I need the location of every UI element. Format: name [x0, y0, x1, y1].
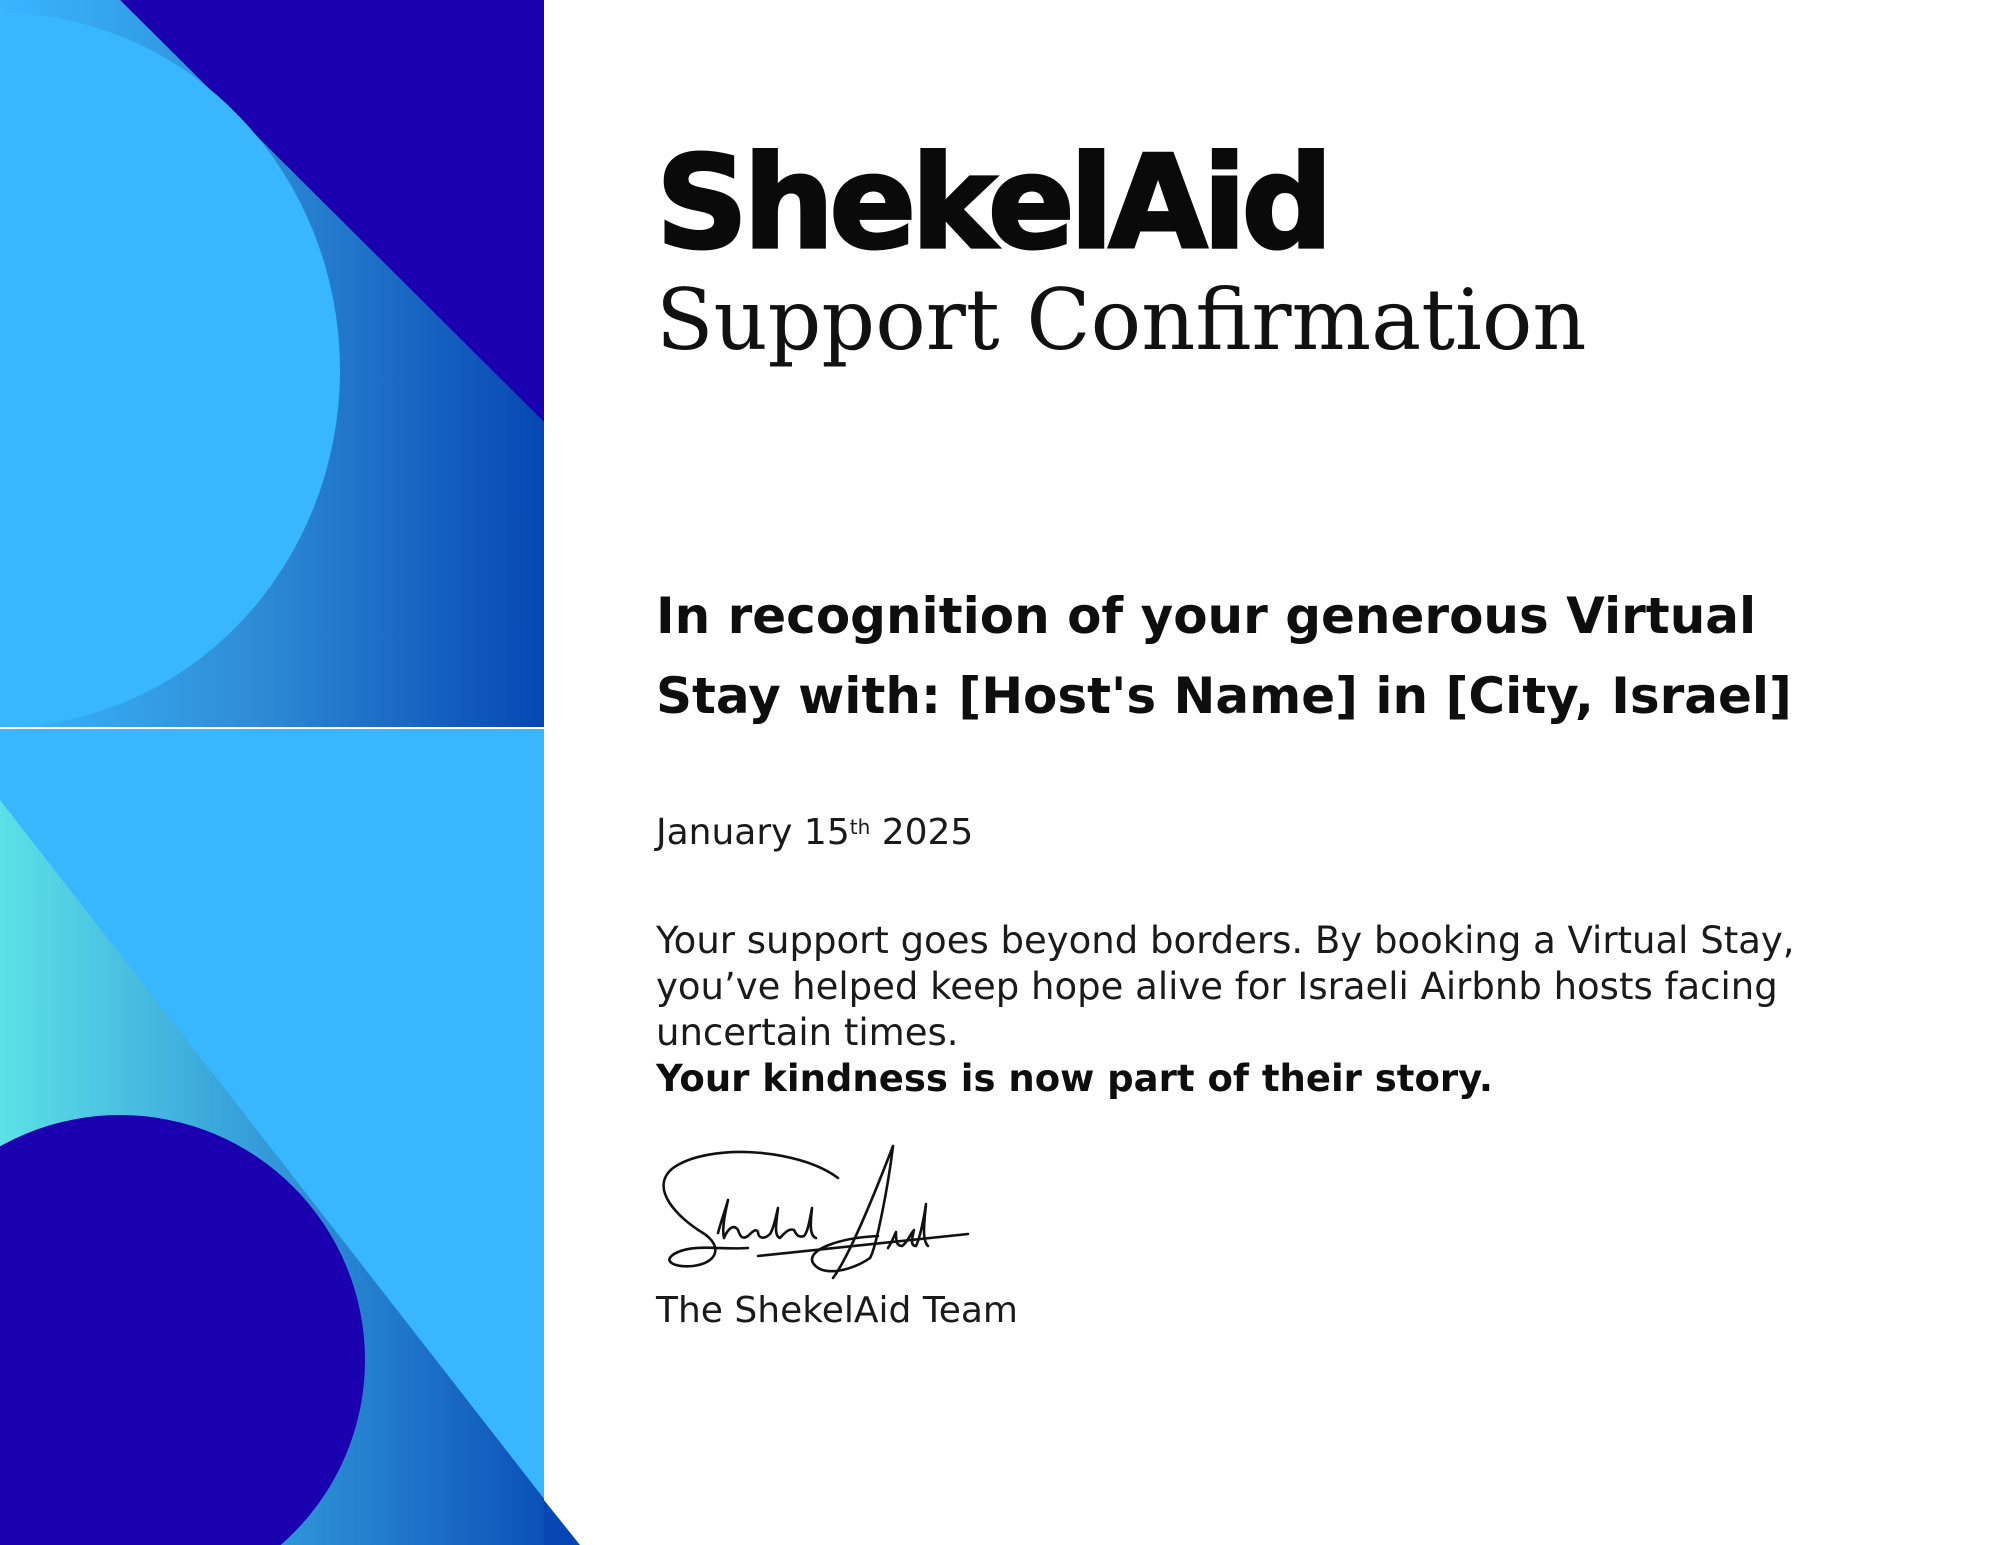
body-text: Your support goes beyond borders. By booking a Virtual Stay, you’ve helped keep hope alive for Israeli Airbnb hosts facing uncertain times.: [656, 919, 1795, 1054]
date-year: 2025: [881, 812, 974, 853]
date-month-day: January 15: [656, 812, 850, 853]
bottom-art-block: [0, 729, 580, 1545]
geometric-art: [0, 0, 582, 1545]
certificate-content: [656, 129, 1836, 1102]
team-signoff: The ShekelAid Team: [656, 1290, 1019, 1331]
gradient-tip: [544, 1500, 580, 1545]
recognition-statement: In recognition of your generous Virtual Stay with: [Host's Name] in [City, Israel]: [656, 587, 1792, 725]
handwritten-signature: [648, 1138, 1008, 1288]
body-paragraph: [656, 918, 1836, 1102]
decorative-art-panel: [0, 0, 582, 1545]
certificate-date: [656, 812, 1836, 854]
body-emphasis: Your kindness is now part of their story.: [656, 1057, 1493, 1100]
signature-graphic: [648, 1138, 1008, 1288]
top-art-block: [0, 0, 544, 727]
brand-logo-text: ShekelAid: [656, 129, 1329, 278]
date-ordinal-suffix: th: [849, 815, 871, 839]
panel-divider: [0, 727, 544, 729]
page-title: Support Confirmation: [656, 271, 1587, 369]
